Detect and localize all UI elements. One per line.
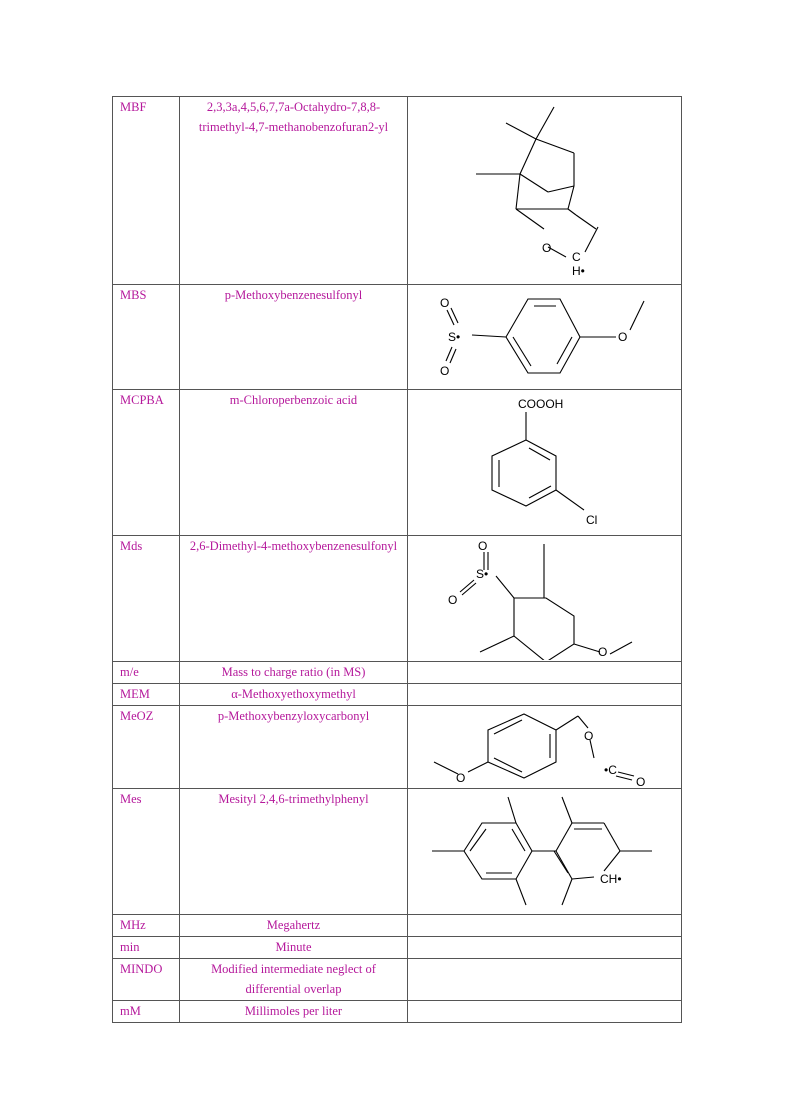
table-row bbox=[113, 706, 682, 789]
atom-label-h: H• bbox=[572, 264, 585, 278]
atom-label-o: O bbox=[542, 241, 552, 255]
atom-label-o: O bbox=[584, 729, 594, 743]
full-name-cell: Millimoles per liter bbox=[244, 1004, 343, 1018]
abbreviation-cell: Mes bbox=[113, 789, 180, 915]
table-row bbox=[113, 684, 682, 706]
atom-label-o: O bbox=[598, 645, 608, 659]
structure-cell bbox=[408, 937, 682, 959]
abbreviation-table bbox=[112, 96, 682, 1023]
full-name-cell: Megahertz bbox=[266, 918, 321, 932]
table-row bbox=[113, 915, 682, 937]
full-name-cell: 2,3,3a,4,5,6,7,7a-Octahydro-7,8,8-trimethyl-4,7-methanobenzofuran2-yl bbox=[198, 100, 389, 134]
abbreviation-cell: MINDO bbox=[113, 959, 180, 1001]
atom-label-o: O bbox=[478, 539, 488, 553]
atom-label-o: O bbox=[440, 364, 450, 378]
full-name-cell: α-Methoxyethoxymethyl bbox=[231, 687, 356, 701]
full-name-cell: 2,6-Dimethyl-4-methoxybenzenesulfonyl bbox=[189, 539, 398, 553]
structure-dimethyl-methoxybenzenesulfonyl bbox=[408, 536, 680, 660]
full-name-cell: Mesityl 2,4,6-trimethylphenyl bbox=[218, 792, 369, 806]
table-row bbox=[113, 789, 682, 915]
table-row bbox=[113, 536, 682, 662]
structure-cell bbox=[408, 915, 682, 937]
structure-cell bbox=[408, 959, 682, 1001]
structure-chloroperbenzoic-acid bbox=[408, 390, 680, 534]
abbreviation-cell: MBS bbox=[113, 285, 180, 390]
abbreviation-cell: mM bbox=[113, 1001, 180, 1023]
table-row bbox=[113, 662, 682, 684]
abbreviation-cell: MHz bbox=[113, 915, 180, 937]
abbreviation-cell: MEM bbox=[113, 684, 180, 706]
full-name-cell: Minute bbox=[275, 940, 312, 954]
structure-cell bbox=[408, 789, 682, 915]
table-row bbox=[113, 937, 682, 959]
structure-cell bbox=[408, 706, 682, 789]
atom-label-s: S• bbox=[476, 567, 489, 581]
abbreviation-cell: m/e bbox=[113, 662, 180, 684]
structure-mesityl bbox=[408, 789, 680, 913]
table-row bbox=[113, 97, 682, 285]
table-row bbox=[113, 959, 682, 1001]
structure-cell bbox=[408, 536, 682, 662]
structure-cell bbox=[408, 97, 682, 285]
abbreviation-cell: MeOZ bbox=[113, 706, 180, 789]
structure-methoxybenzenesulfonyl bbox=[408, 285, 680, 389]
atom-label-o: O bbox=[636, 775, 646, 788]
full-name-cell: p-Methoxybenzenesulfonyl bbox=[224, 288, 363, 302]
structure-cell bbox=[408, 684, 682, 706]
structure-methoxybenzyloxycarbonyl bbox=[408, 706, 680, 788]
full-name-cell: Mass to charge ratio (in MS) bbox=[221, 665, 366, 679]
abbreviation-cell: MBF bbox=[113, 97, 180, 285]
atom-label-o: O bbox=[448, 593, 458, 607]
abbreviation-cell: MCPBA bbox=[113, 390, 180, 536]
abbreviation-cell: min bbox=[113, 937, 180, 959]
atom-label-ch: CH• bbox=[600, 872, 622, 886]
chemical-group-label: COOOH bbox=[518, 397, 564, 411]
structure-cell bbox=[408, 285, 682, 390]
structure-cell bbox=[408, 1001, 682, 1023]
structure-cell bbox=[408, 662, 682, 684]
full-name-cell: m-Chloroperbenzoic acid bbox=[229, 393, 358, 407]
atom-label-c: C bbox=[572, 250, 581, 264]
full-name-cell: Modified intermediate neglect of differential overlap bbox=[211, 962, 376, 996]
atom-label-cl: Cl bbox=[586, 513, 598, 527]
atom-label-o: O bbox=[440, 296, 450, 310]
table-row bbox=[113, 285, 682, 390]
structure-methanobenzofuranyl bbox=[408, 97, 680, 283]
structure-cell bbox=[408, 390, 682, 536]
abbreviation-cell: Mds bbox=[113, 536, 180, 662]
atom-label-s: S• bbox=[448, 330, 461, 344]
atom-label-o: O bbox=[618, 330, 628, 344]
full-name-cell: p-Methoxybenzyloxycarbonyl bbox=[217, 709, 370, 723]
atom-label-c: •C bbox=[604, 763, 617, 777]
table-row bbox=[113, 390, 682, 536]
table-row bbox=[113, 1001, 682, 1023]
atom-label-o: O bbox=[456, 771, 466, 785]
